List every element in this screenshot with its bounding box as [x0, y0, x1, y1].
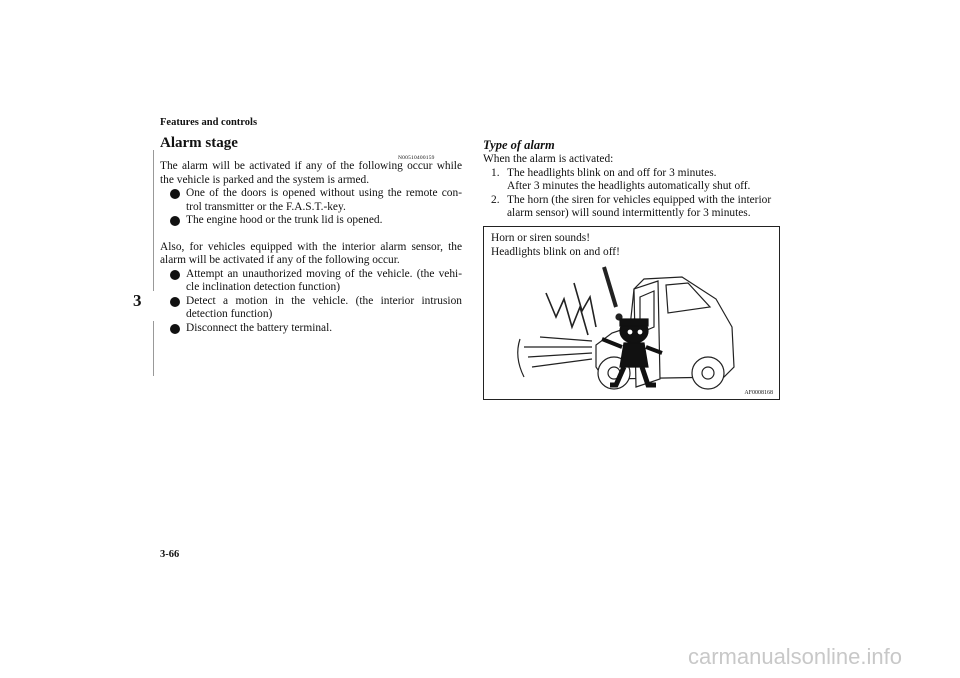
bullet-icon [170, 297, 180, 307]
list-item: Disconnect the battery terminal. [160, 322, 462, 336]
list-item: One of the doors is opened without using the remote con-trol transmitter or the F.A.S.T.-key. [160, 187, 462, 214]
section-header: Features and controls [160, 117, 258, 128]
page-number: 3-66 [160, 549, 180, 560]
list-item: Attempt an unauthorized moving of the vehicle. (the vehi-cle inclination detection function) [160, 268, 462, 295]
bullet-icon [170, 324, 180, 334]
figure-caption: Horn or siren sounds! Headlights blink on and off! [491, 232, 620, 258]
alarm-illustration [483, 226, 780, 400]
chapter-number: 3 [133, 291, 142, 310]
type-intro: When the alarm is activated: [483, 153, 614, 165]
type-of-alarm-heading: Type of alarm [483, 138, 555, 152]
trigger-list [160, 187, 462, 228]
list-item: 1. The headlights blink on and off for 3 minutes. After 3 minutes the headlights automatically shut off. [491, 166, 751, 192]
list-item: Detect a motion in the vehicle. (the interior intrusion detection function) [160, 295, 462, 322]
bullet-icon [170, 270, 180, 280]
chapter-tab-line [153, 150, 154, 291]
bullet-icon [170, 189, 180, 199]
left-column [160, 160, 462, 335]
figure-code: AF0008168 [744, 390, 773, 396]
alarm-intro: The alarm will be activated if any of the following occur while the vehicle is parked and the system is armed. [160, 160, 462, 186]
sensor-paragraph: Also, for vehicles equipped with the interior alarm sensor, the alarm will be activated if any of the following occur. [160, 240, 462, 266]
chapter-tab [131, 150, 153, 376]
sensor-trigger-list [160, 268, 462, 336]
bullet-icon [170, 216, 180, 226]
alarm-steps [483, 167, 785, 221]
list-item: 2. The horn (the siren for vehicles equipped with the interior alarm sensor) will sound intermittently for 3 minutes. [491, 193, 772, 219]
reference-code: N00510400159 [398, 155, 435, 161]
alarm-stage-heading: Alarm stage [160, 135, 238, 151]
list-item: The engine hood or the trunk lid is opened. [160, 214, 462, 228]
watermark: carmanualsonline.info [687, 644, 902, 669]
right-column [483, 153, 785, 221]
chapter-tab-line [153, 321, 154, 376]
